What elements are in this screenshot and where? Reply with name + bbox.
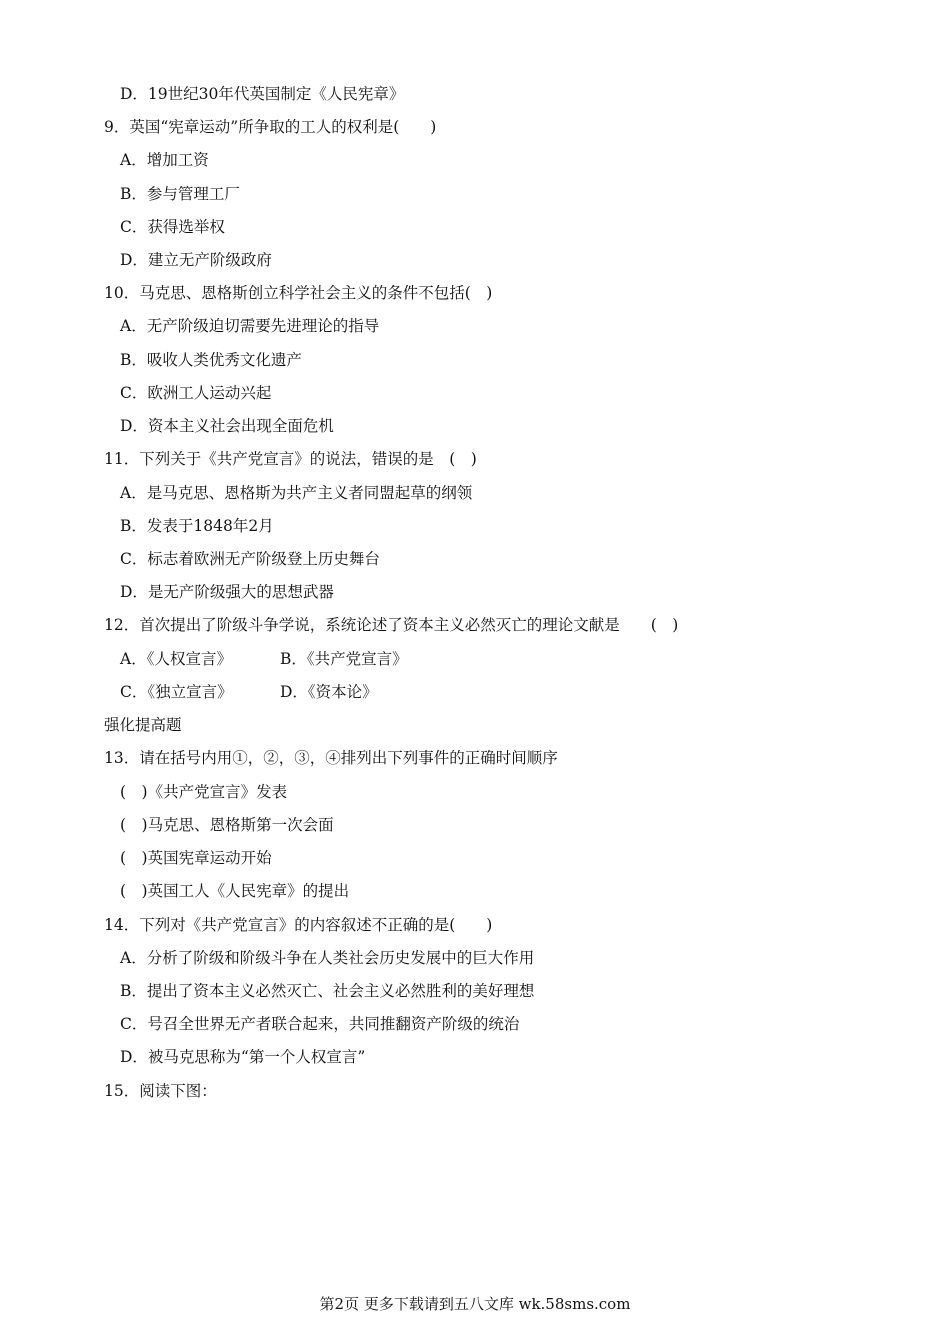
- q14-option-b: B．提出了资本主义必然灭亡、社会主义必然胜利的美好理想: [120, 982, 535, 1000]
- q12-option-d: D．《资本论》: [280, 683, 378, 701]
- q9-option-c: C．获得选举权: [120, 218, 225, 236]
- q14-option-c: C．号召全世界无产者联合起来，共同推翻资产阶级的统治: [120, 1015, 520, 1033]
- q11-option-d: D．是无产阶级强大的思想武器: [120, 583, 334, 601]
- q8-option-d: D．19世纪30年代英国制定《人民宪章》: [120, 85, 405, 103]
- q11-option-c: C．标志着欧洲无产阶级登上历史舞台: [120, 550, 380, 568]
- section-heading: 强化提高题: [104, 716, 182, 734]
- q13-item-2: ( )马克思、恩格斯第一次会面: [120, 816, 334, 834]
- q11-option-b: B．发表于1848年2月: [120, 517, 274, 535]
- q11-stem: 11．下列关于《共产党宣言》的说法，错误的是 ( ): [104, 450, 477, 468]
- q9-option-d: D．建立无产阶级政府: [120, 251, 272, 269]
- q9-stem: 9．英国“宪章运动”所争取的工人的权利是( ): [104, 118, 437, 136]
- q12-option-b: B．《共产党宣言》: [280, 650, 408, 668]
- q12-option-a: A．《人权宣言》: [120, 650, 232, 668]
- q10-stem: 10．马克思、恩格斯创立科学社会主义的条件不包括( ): [104, 284, 493, 302]
- q9-option-b: B．参与管理工厂: [120, 185, 240, 203]
- q10-option-d: D．资本主义社会出现全面危机: [120, 417, 334, 435]
- q10-option-c: C．欧洲工人运动兴起: [120, 384, 272, 402]
- page-footer: 第2页 更多下载请到五八文库 wk.58sms.com: [319, 1295, 631, 1313]
- q11-option-a: A．是马克思、恩格斯为共产主义者同盟起草的纲领: [120, 484, 473, 502]
- q15-stem: 15．阅读下图：: [104, 1082, 217, 1100]
- q13-item-4: ( )英国工人《人民宪章》的提出: [120, 882, 350, 900]
- q14-option-a: A．分析了阶级和阶级斗争在人类社会历史发展中的巨大作用: [120, 949, 535, 967]
- q13-stem: 13．请在括号内用①，②，③，④排列出下列事件的正确时间顺序: [104, 749, 558, 767]
- q12-stem: 12．首次提出了阶级斗争学说，系统论述了资本主义必然灭亡的理论文献是 ( ): [104, 616, 679, 634]
- q10-option-b: B．吸收人类优秀文化遗产: [120, 351, 302, 369]
- q10-option-a: A．无产阶级迫切需要先进理论的指导: [120, 317, 380, 335]
- q13-item-1: ( )《共产党宣言》发表: [120, 783, 288, 801]
- q14-option-d: D．被马克思称为“第一个人权宣言”: [120, 1048, 366, 1066]
- q9-option-a: A．增加工资: [120, 151, 209, 169]
- q14-stem: 14．下列对《共产党宣言》的内容叙述不正确的是( ): [104, 916, 493, 934]
- q13-item-3: ( )英国宪章运动开始: [120, 849, 272, 867]
- q12-option-c: C．《独立宣言》: [120, 683, 233, 701]
